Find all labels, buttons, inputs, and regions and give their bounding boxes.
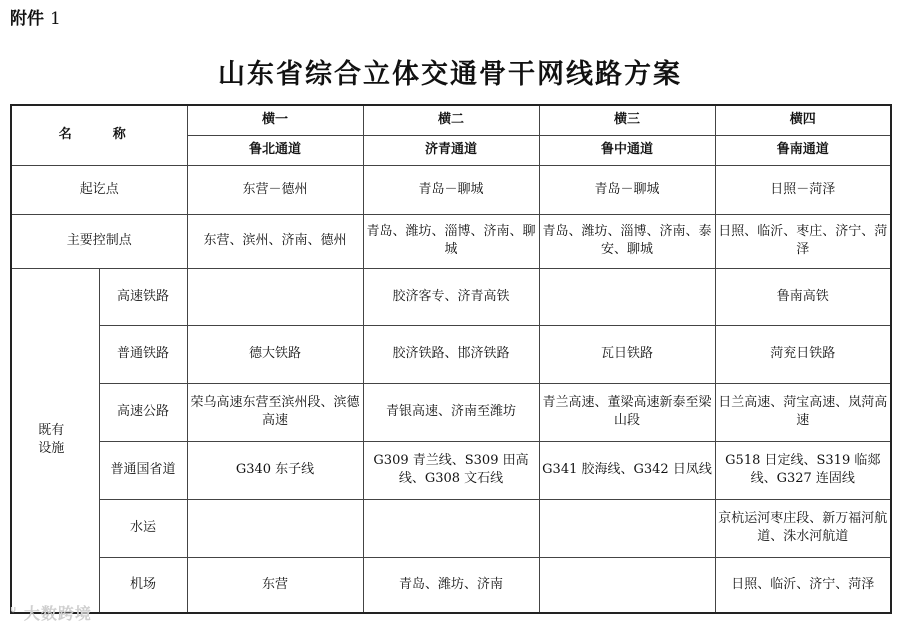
watermark [10,601,92,624]
table-cell: 菏兖日铁路 [715,325,891,383]
table-cell: 青岛－聊城 [363,165,539,214]
table-row-facility [11,557,891,613]
name-header: 名 称 [11,105,187,165]
row-label: 水运 [99,499,187,557]
row-label: 机场 [99,557,187,613]
table-cell: 荣乌高速东营至滨州段、滨德高速 [187,383,363,441]
table-cell [187,499,363,557]
attachment-label [10,4,61,29]
attachment-word: 附件 [10,9,44,29]
table-row-control-points [11,214,891,268]
table-cell [539,499,715,557]
table-row-facility [11,499,891,557]
table-cell: 日照－菏泽 [715,165,891,214]
table-cell: G309 青兰线、S309 田高线、G308 文石线 [363,441,539,499]
route-plan-table [10,104,892,614]
row-label: 起讫点 [11,165,187,214]
table-cell: 东营、滨州、济南、德州 [187,214,363,268]
table-cell [363,499,539,557]
table-cell: G341 胶海线、G342 日凤线 [539,441,715,499]
table-cell: 青岛、潍坊、淄博、济南、泰安、聊城 [539,214,715,268]
row-label: 普通国省道 [99,441,187,499]
attachment-number: 1 [50,9,61,29]
corridor-header: 横三 [539,105,715,135]
channel-header: 鲁南通道 [715,135,891,165]
table-row-facility [11,325,891,383]
facilities-group-text: 既有设施 [38,423,65,457]
table-cell: 青岛、潍坊、济南 [363,557,539,613]
corridor-header: 横一 [187,105,363,135]
table-cell: 青银高速、济南至潍坊 [363,383,539,441]
channel-header: 鲁中通道 [539,135,715,165]
table-row-start-end [11,165,891,214]
table-row-facility [11,383,891,441]
table-cell: 青岛－聊城 [539,165,715,214]
table-cell: 瓦日铁路 [539,325,715,383]
header-row-corridors [11,105,891,135]
row-label: 主要控制点 [11,214,187,268]
table-cell: 日照、临沂、枣庄、济宁、菏泽 [715,214,891,268]
row-label: 高速公路 [99,383,187,441]
table-cell: 青岛、潍坊、淄博、济南、聊城 [363,214,539,268]
table-cell [187,268,363,325]
watermark-logo-icon: ᐡ [10,604,24,623]
corridor-header: 横四 [715,105,891,135]
table-row-facility [11,268,891,325]
table-cell: 青兰高速、董梁高速新泰至梁山段 [539,383,715,441]
table-cell: G340 东子线 [187,441,363,499]
table-cell: 胶济客专、济青高铁 [363,268,539,325]
table-cell: 德大铁路 [187,325,363,383]
facilities-group-label [11,268,99,613]
table-cell: 东营－德州 [187,165,363,214]
table-cell [539,268,715,325]
watermark-text: 大数跨境 [23,604,92,623]
table-cell: 东营 [187,557,363,613]
table-cell [539,557,715,613]
row-label: 普通铁路 [99,325,187,383]
corridor-header: 横二 [363,105,539,135]
table-cell: 鲁南高铁 [715,268,891,325]
channel-header: 鲁北通道 [187,135,363,165]
table-cell: 日照、临沂、济宁、菏泽 [715,557,891,613]
table-cell: 日兰高速、菏宝高速、岚菏高速 [715,383,891,441]
page-title: 山东省综合立体交通骨干网线路方案 [218,59,682,90]
table-cell: G518 日定线、S319 临郯线、G327 连固线 [715,441,891,499]
channel-header: 济青通道 [363,135,539,165]
table-cell: 胶济铁路、邯济铁路 [363,325,539,383]
table-row-facility [11,441,891,499]
table-cell: 京杭运河枣庄段、新万福河航道、洙水河航道 [715,499,891,557]
row-label: 高速铁路 [99,268,187,325]
